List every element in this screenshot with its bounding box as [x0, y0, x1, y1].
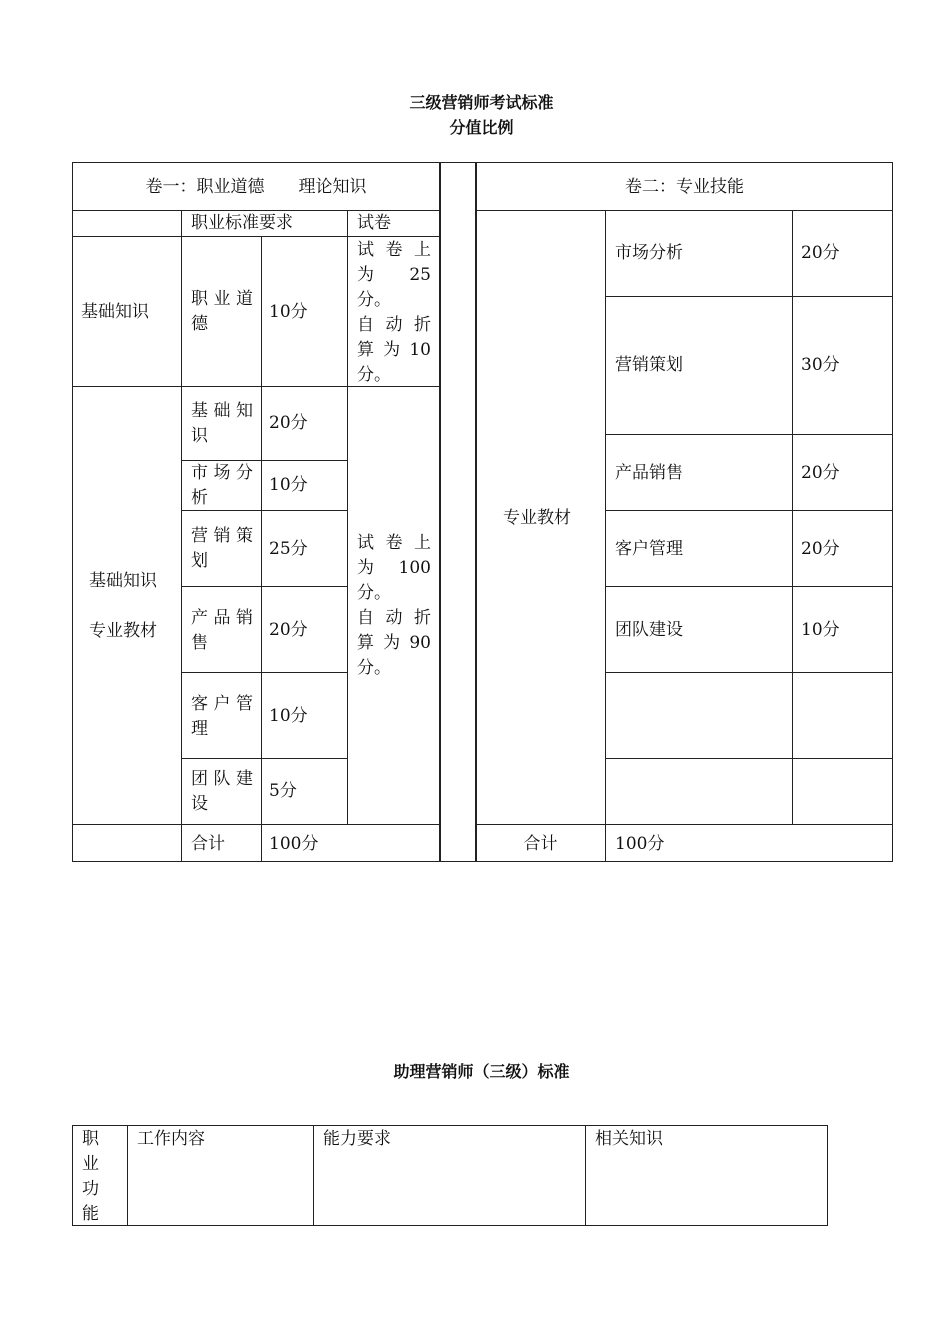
standard-col1-char: 职 [82, 1129, 99, 1149]
standard-col-knowledge: 相关知识 [595, 1129, 663, 1149]
paper2-row-item: 市场分析 [615, 243, 683, 263]
paper2-row-item: 营销策划 [615, 355, 683, 375]
group2-note-line3: 分。 [357, 583, 391, 603]
standard-col-ability: 能力要求 [323, 1129, 391, 1149]
row-item-line2: 理 [191, 719, 208, 739]
paper2-group-label: 专业教材 [503, 508, 571, 528]
group1-score: 10分 [269, 302, 308, 322]
row-item-line1: 营 销 策 [191, 526, 253, 546]
group1-note-line6: 分。 [357, 365, 391, 385]
group2-note-line2: 为 100 [357, 558, 431, 578]
row-score: 5分 [269, 781, 297, 801]
row-item-line2: 设 [191, 794, 208, 814]
row-score: 10分 [269, 706, 308, 726]
row-item-line2: 划 [191, 551, 208, 571]
row-score: 10分 [269, 475, 308, 495]
row-item-line1: 客 户 管 [191, 694, 253, 714]
group1-item-line2: 德 [191, 314, 208, 334]
paper2-row-score: 20分 [801, 539, 840, 559]
paper2-header: 卷二：专业技能 [625, 177, 744, 197]
group1-item-line1: 职 业 道 [191, 289, 253, 309]
row-item-line1: 基 础 知 [191, 401, 253, 421]
document-subtitle: 分值比例 [449, 118, 514, 137]
paper2-row-score: 20分 [801, 243, 840, 263]
paper2-row-score: 20分 [801, 463, 840, 483]
standard-col1-char: 能 [82, 1204, 99, 1224]
group1-note-line3: 分。 [357, 290, 391, 310]
row-item-line2: 售 [191, 633, 208, 653]
group2-note-line5: 算 为 90 [357, 633, 431, 653]
row-score: 20分 [269, 413, 308, 433]
standard-col1-char: 功 [82, 1179, 99, 1199]
group1-note-line1: 试 卷 上 [357, 240, 431, 260]
paper2-row-item: 团队建设 [615, 620, 683, 640]
paper1-total-label: 合计 [191, 834, 225, 854]
row-item-line1: 市 场 分 [191, 463, 253, 483]
row-item-line1: 团 队 建 [191, 769, 253, 789]
paper1-total-value: 100分 [269, 834, 319, 854]
document-title: 三级营销师考试标准 [409, 93, 554, 112]
group1-note-line4: 自 动 折 [357, 315, 431, 335]
standard-col-work-content: 工作内容 [137, 1129, 205, 1149]
row-score: 25分 [269, 539, 308, 559]
table-spacer-column [440, 162, 476, 862]
standard-title: 助理营销师（三级）标准 [393, 1062, 570, 1081]
row-item-line2: 识 [191, 426, 208, 446]
group2-label-a: 基础知识 [89, 571, 157, 591]
paper2-row-item: 客户管理 [615, 539, 683, 559]
paper1-subheader-standard: 职业标准要求 [191, 213, 293, 233]
row-item-line1: 产 品 销 [191, 608, 253, 628]
group2-note-line6: 分。 [357, 658, 391, 678]
paper2-total-value: 100分 [615, 834, 665, 854]
group2-label-b: 专业教材 [89, 621, 157, 641]
group1-label: 基础知识 [81, 302, 149, 322]
group1-note-line5: 算 为 10 [357, 340, 431, 360]
group1-note-line2: 为 25 [357, 265, 431, 285]
row-score: 20分 [269, 620, 308, 640]
row-item-line2: 析 [191, 488, 208, 508]
paper1-subheader-paper: 试卷 [357, 213, 391, 233]
group2-note-line4: 自 动 折 [357, 608, 431, 628]
standard-col1-char: 业 [82, 1154, 99, 1174]
paper2-row-item: 产品销售 [615, 463, 683, 483]
paper2-row-score: 10分 [801, 620, 840, 640]
paper2-row-score: 30分 [801, 355, 840, 375]
paper1-header: 卷一：职业道德 理论知识 [145, 177, 367, 197]
paper2-total-label: 合计 [523, 834, 558, 854]
group2-note-line1: 试 卷 上 [357, 533, 431, 553]
